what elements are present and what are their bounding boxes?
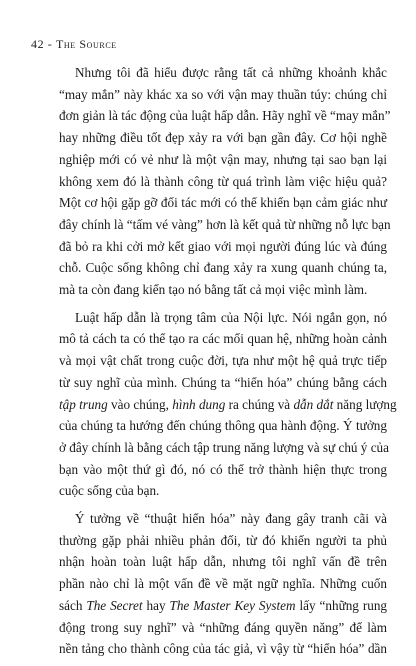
text-line: [59, 307, 387, 329]
text-line: [59, 617, 387, 639]
text-run: hay: [142, 597, 170, 613]
text-line: [59, 279, 387, 301]
text-line: [59, 459, 387, 481]
text-line: [59, 214, 391, 236]
italic-text: tập trung: [59, 396, 108, 412]
text-run: và mọi vật chất trong cuộc đời, tựa như một hệ quả trực tiếp: [59, 353, 387, 369]
paragraph-3: [59, 508, 387, 660]
text-run: phần nào chỉ là một vấn đề về mặt ngữ nghĩa. Những cuốn: [59, 576, 387, 592]
text-line: [59, 171, 387, 193]
italic-text: The Master Key System: [169, 597, 296, 613]
italic-text: hình dung: [172, 396, 226, 412]
body-text: [59, 62, 397, 666]
text-run: đơn giản là tác động của luật hấp dẫn. Hãy nghĩ về “may mắn”: [59, 108, 391, 124]
text-run: không xem đó là thành công từ quá trình làm việc hiệu quả?: [59, 173, 387, 189]
text-line: [59, 551, 387, 573]
text-line: [59, 350, 387, 372]
text-line: [59, 105, 391, 127]
text-line: [59, 127, 387, 149]
text-line: [59, 595, 387, 617]
text-run: cuộc sống của bạn.: [59, 483, 160, 499]
text-run: Nhưng tôi đã hiểu được rằng tất cả những khoảnh khắc: [75, 65, 387, 80]
text-line: [59, 437, 387, 459]
text-run: hay những điều tốt đẹp xảy ra với bạn gần đây. Cơ hội nghề: [59, 130, 387, 146]
text-run: từ suy nghĩ của mình. Chúng ta “hiển hóa” chúng bằng cách: [59, 374, 387, 390]
text-line: [59, 638, 387, 660]
text-line: [59, 84, 387, 106]
text-line: [59, 394, 397, 416]
text-run: chỗ. Cuộc sống không chỉ đang xảy ra xung quanh chúng ta,: [59, 260, 387, 276]
text-run: mô tả cách ta có thể tạo ra các mối quan hệ, những hoàn cảnh: [59, 331, 387, 347]
header-separator: -: [44, 37, 56, 51]
text-line: [59, 530, 387, 552]
text-line: [59, 415, 387, 437]
text-line: [59, 508, 387, 530]
text-run: nhận hoàn toàn luật hấp dẫn, nhưng tôi nghĩ vấn đề trên: [59, 554, 387, 570]
text-run: nghiệp mới có vẻ như là một vận may, nhưng tại sao bạn lại: [59, 151, 387, 167]
text-run: bạn vào một thứ gì đó, nó có thể trở thành hiện thực trong: [59, 461, 387, 477]
text-run: sách: [59, 597, 87, 613]
page-number: 42: [31, 37, 45, 51]
text-run: nền tảng cho thành công của tác giả, vì vậy từ “hiển hóa” dần: [59, 641, 387, 657]
book-title: The Source: [56, 37, 117, 51]
text-run: Một cơ hội gặp gỡ đối tác mới có thể khiến bạn cảm giác như: [59, 195, 387, 211]
text-run: ở đây chính là bằng cách tập trung năng lượng và sự chú ý của: [59, 439, 389, 455]
text-run: Luật hấp dẫn là trọng tâm của Nội lực. Nói ngắn gọn, nó: [75, 309, 387, 325]
text-run: đây chính là “tấm vé vàng” hơn là kết quả từ những nỗ lực bạn: [59, 216, 391, 232]
text-run: của chúng ta hướng đến chúng thông qua hành động. Ý tưởng: [59, 418, 387, 434]
text-line: [59, 573, 387, 595]
text-run: vào chúng,: [107, 396, 173, 412]
text-line: [59, 236, 387, 258]
text-line: [59, 328, 387, 350]
running-header: [31, 37, 117, 52]
text-run: “may mắn” này khác xa so với vận may thuần túy: chúng chỉ: [59, 86, 387, 102]
text-line: [59, 62, 387, 84]
text-run: lấy “những rung: [295, 597, 388, 613]
paragraph-1: [59, 62, 391, 301]
text-run: năng lượng: [333, 396, 397, 412]
italic-text: dẫn dắt: [293, 396, 334, 412]
text-run: mà ta còn đang kiến tạo nó bằng tất cả mọi việc mình làm.: [59, 282, 368, 298]
text-run: Ý tưởng về “thuật hiển hóa” này đang gây tranh cãi và: [75, 511, 387, 527]
text-run: đã bỏ ra khi cởi mở kết giao với mọi người đúng lúc và đúng: [59, 238, 387, 254]
italic-text: The Secret: [86, 597, 143, 613]
text-line: [59, 192, 387, 214]
text-run: động trong suy nghĩ” và “những đáng quyền năng” để làm: [59, 619, 387, 635]
text-line: [59, 149, 387, 171]
text-line: [59, 257, 387, 279]
text-line: [59, 480, 387, 502]
paragraph-2: [59, 307, 397, 502]
text-run: ra chúng và: [225, 396, 294, 412]
text-run: thường gặp phải nhiều phản đối, từ đó khiến người ta phủ: [59, 532, 387, 548]
text-line: [59, 372, 387, 394]
